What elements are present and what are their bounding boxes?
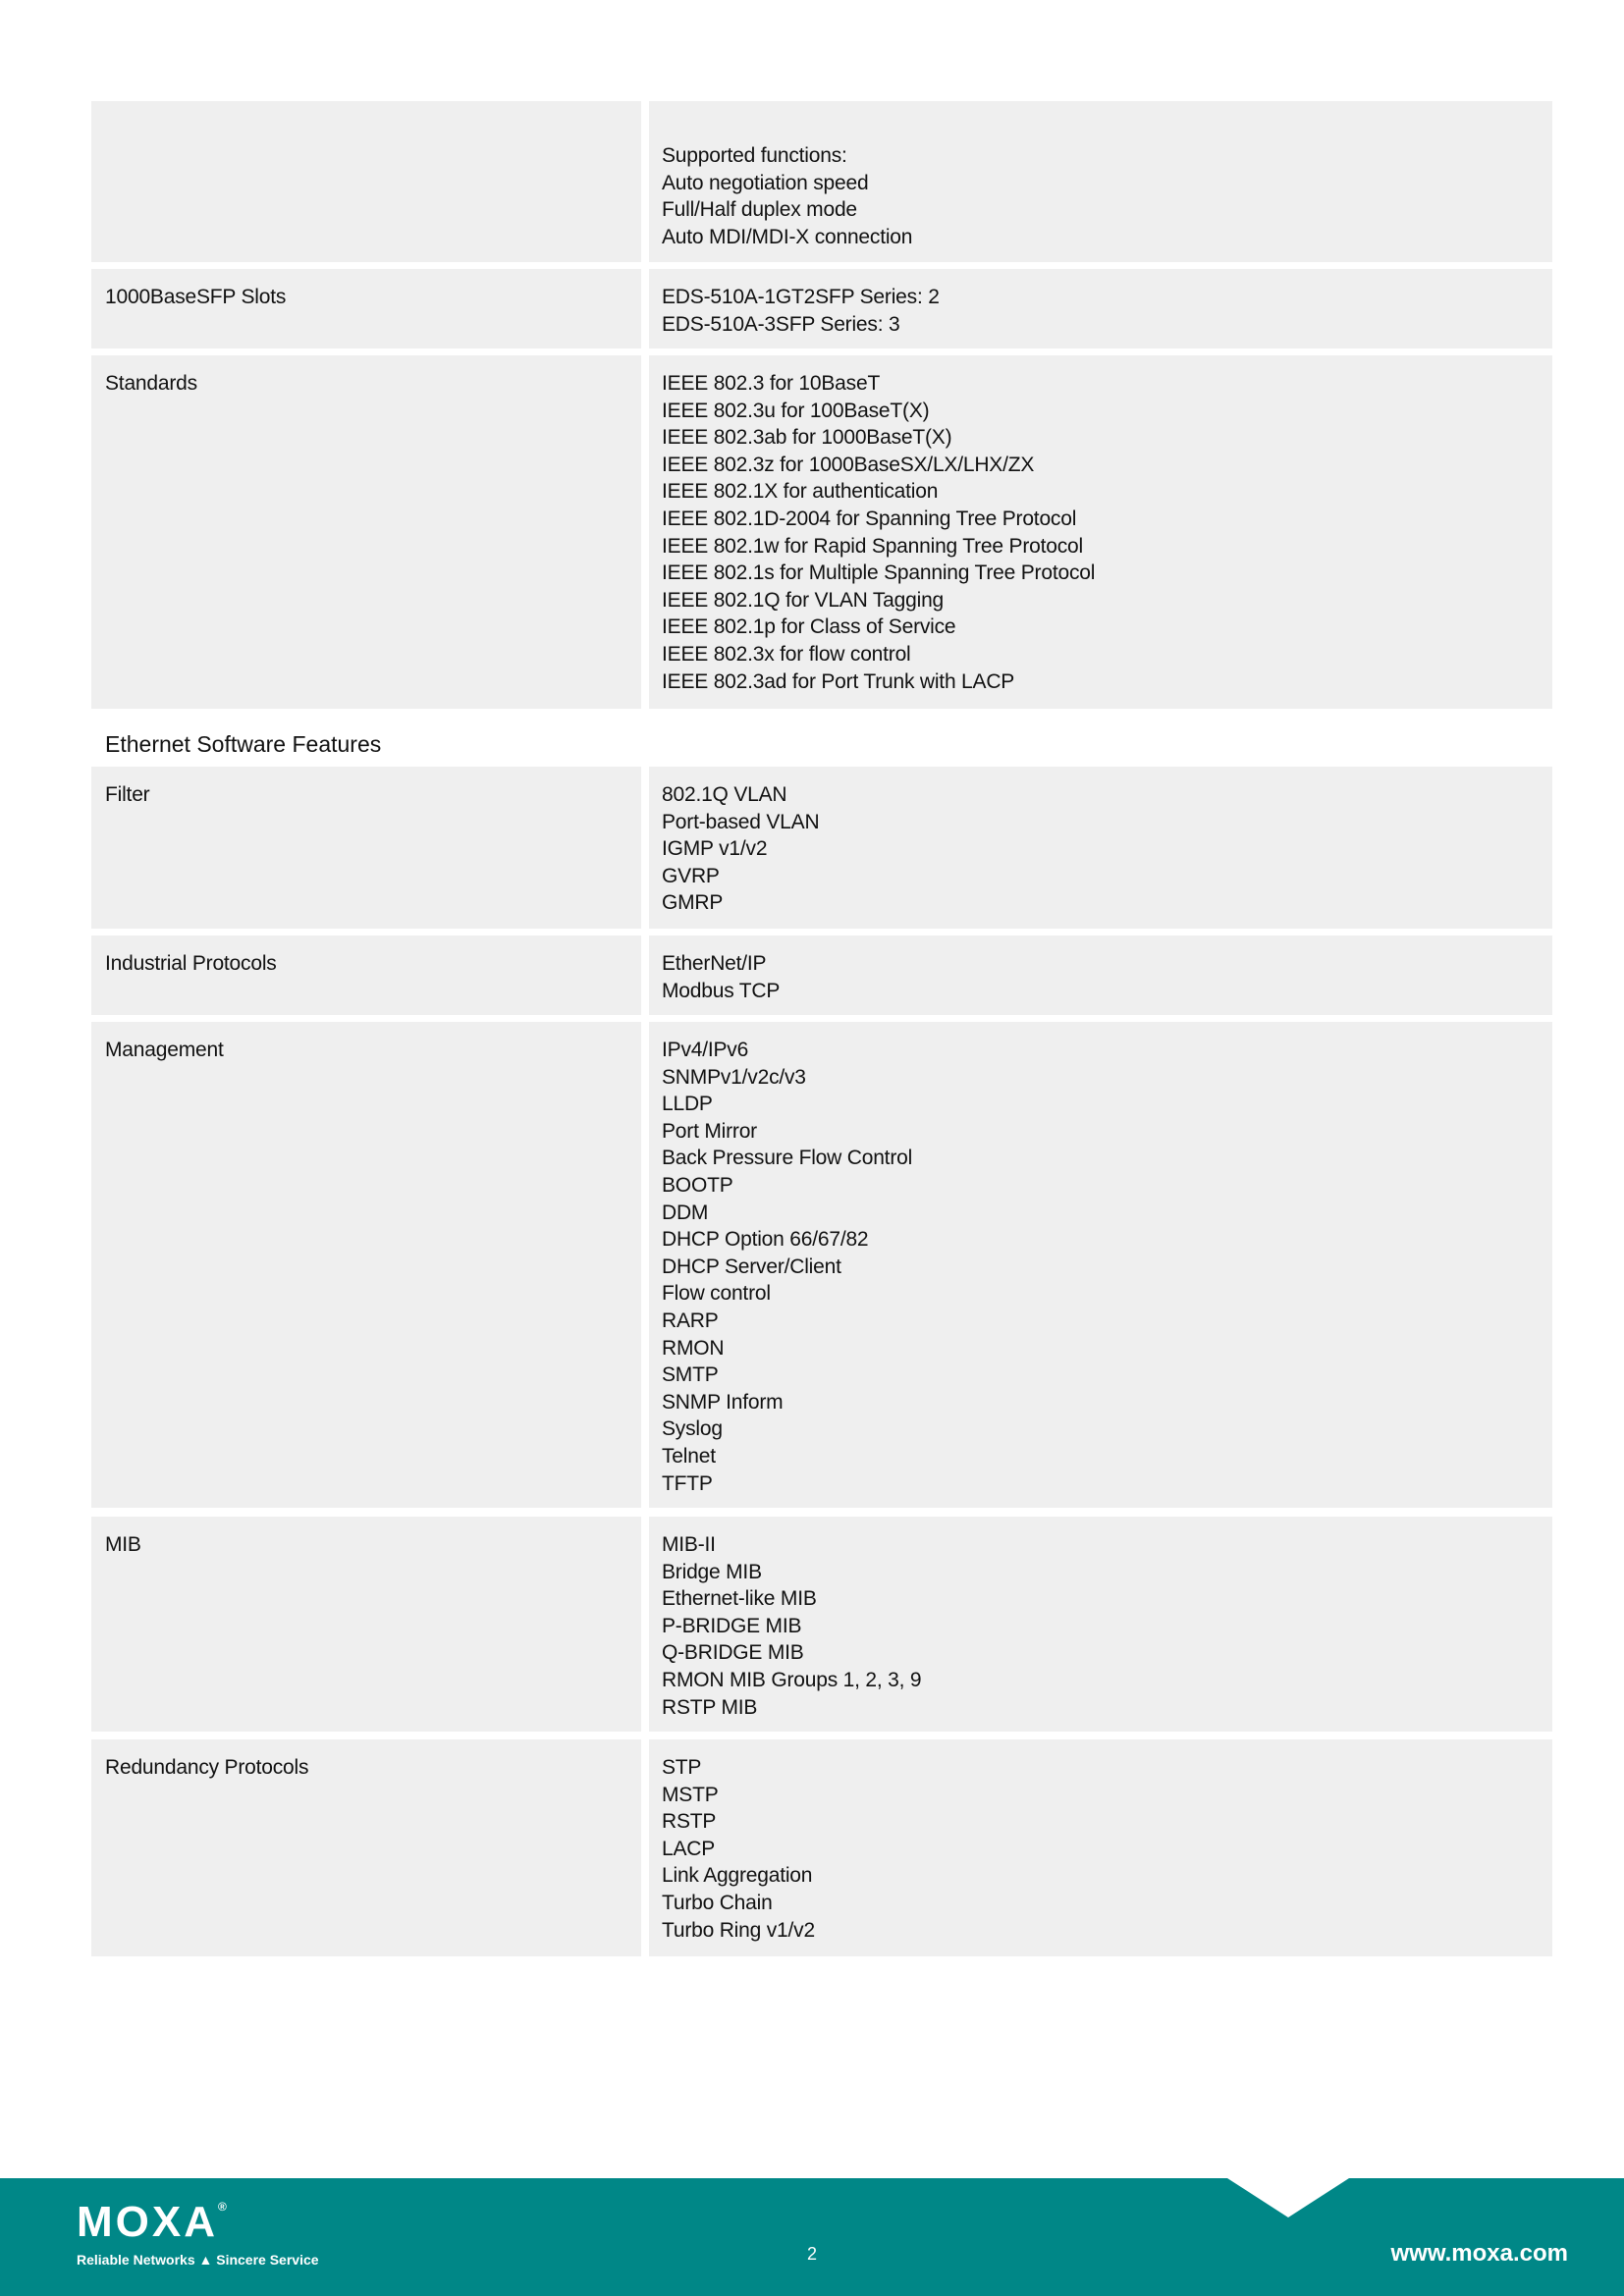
value-line: Bridge MIB <box>662 1560 762 1583</box>
value-line: Port-based VLAN <box>662 810 820 833</box>
value-line: MIB-II <box>662 1533 716 1556</box>
row-label-cell <box>91 1517 641 1732</box>
value-line: BOOTP <box>662 1173 733 1197</box>
value-line: DDM <box>662 1201 709 1224</box>
row-value-cell <box>649 269 1552 348</box>
value-line: 802.1Q VLAN <box>662 783 787 806</box>
value-line: SNMPv1/v2c/v3 <box>662 1065 806 1089</box>
row-value-cell <box>649 101 1552 262</box>
value-line: Turbo Ring v1/v2 <box>662 1918 815 1942</box>
value-line: MSTP <box>662 1783 719 1806</box>
row-label: Standards <box>105 372 197 395</box>
value-line: IGMP v1/v2 <box>662 837 768 861</box>
value-line: EDS-510A-1GT2SFP Series: 2 <box>662 286 940 308</box>
section-heading: Ethernet Software Features <box>105 731 382 757</box>
value-line: SNMP Inform <box>662 1390 784 1414</box>
value-line: Supported functions: <box>662 144 847 167</box>
row-label-cell <box>91 935 641 1015</box>
value-line: IEEE 802.3 for 10BaseT <box>662 372 881 395</box>
value-line: Auto MDI/MDI-X connection <box>662 225 913 248</box>
row-label-cell <box>91 101 641 262</box>
value-line: STP <box>662 1756 702 1779</box>
value-line: IEEE 802.1D-2004 for Spanning Tree Protocol <box>662 507 1077 530</box>
row-value-cell <box>649 767 1552 929</box>
logo-text: MOXA <box>77 2198 218 2246</box>
row-label: 1000BaseSFP Slots <box>105 286 287 308</box>
value-line: RSTP MIB <box>662 1695 758 1719</box>
value-line: LLDP <box>662 1093 713 1116</box>
value-line: IEEE 802.3u for 100BaseT(X) <box>662 399 930 422</box>
value-line: EDS-510A-3SFP Series: 3 <box>662 312 900 336</box>
value-line: DHCP Option 66/67/82 <box>662 1228 869 1252</box>
row-label: Industrial Protocols <box>105 952 277 975</box>
value-line: IEEE 802.3z for 1000BaseSX/LX/LHX/ZX <box>662 453 1035 476</box>
value-line: Port Mirror <box>662 1119 757 1143</box>
value-line: GVRP <box>662 864 720 887</box>
value-line: IEEE 802.1Q for VLAN Tagging <box>662 588 945 612</box>
value-line: Telnet <box>662 1444 716 1468</box>
value-line: P-BRIDGE MIB <box>662 1614 802 1637</box>
value-line: Link Aggregation <box>662 1864 813 1888</box>
value-line: GMRP <box>662 891 724 915</box>
value-line: IEEE 802.3ad for Port Trunk with LACP <box>662 669 1015 693</box>
footer-notch <box>1227 2178 1349 2217</box>
row-label: Filter <box>105 783 150 806</box>
value-line: TFTP <box>662 1471 713 1495</box>
row-value-cell <box>649 1022 1552 1508</box>
page-number: 2 <box>807 2244 818 2264</box>
value-line: IEEE 802.1w for Rapid Spanning Tree Protocol <box>662 534 1083 558</box>
value-line: DHCP Server/Client <box>662 1255 841 1278</box>
value-line: Back Pressure Flow Control <box>662 1147 913 1170</box>
value-line: RMON <box>662 1336 725 1360</box>
value-line: IEEE 802.3x for flow control <box>662 642 911 666</box>
row-label-cell <box>91 1739 641 1956</box>
value-line: LACP <box>662 1837 716 1860</box>
logo-tagline: Reliable Networks ▲ Sincere Service <box>77 2252 319 2268</box>
value-line: IEEE 802.1s for Multiple Spanning Tree Protocol <box>662 561 1096 585</box>
value-line: Modbus TCP <box>662 979 781 1002</box>
row-label: Redundancy Protocols <box>105 1756 309 1779</box>
row-label-cell <box>91 767 641 929</box>
value-line: Auto negotiation speed <box>662 171 869 194</box>
row-value-cell <box>649 355 1552 709</box>
value-line: RARP <box>662 1308 719 1332</box>
row-value-cell <box>649 935 1552 1015</box>
row-label-cell <box>91 269 641 348</box>
value-line: Q-BRIDGE MIB <box>662 1641 804 1665</box>
row-value-cell <box>649 1517 1552 1732</box>
website-link[interactable]: www.moxa.com <box>1390 2240 1568 2267</box>
value-line: Full/Half duplex mode <box>662 198 857 222</box>
row-label: MIB <box>105 1533 141 1556</box>
row-value-cell <box>649 1739 1552 1956</box>
value-line: RSTP <box>662 1810 717 1834</box>
value-line: Ethernet-like MIB <box>662 1587 817 1611</box>
footer <box>0 2178 1624 2296</box>
value-line: IEEE 802.1X for authentication <box>662 480 939 504</box>
value-line: Flow control <box>662 1282 771 1306</box>
value-line: SMTP <box>662 1363 719 1387</box>
value-line: RMON MIB Groups 1, 2, 3, 9 <box>662 1668 922 1691</box>
row-label-cell <box>91 1022 641 1508</box>
value-line: IEEE 802.1p for Class of Service <box>662 615 956 639</box>
moxa-logo <box>77 2198 227 2246</box>
value-line: IPv4/IPv6 <box>662 1039 749 1061</box>
value-line: IEEE 802.3ab for 1000BaseT(X) <box>662 426 952 450</box>
value-line: Syslog <box>662 1417 723 1441</box>
value-line: EtherNet/IP <box>662 952 767 975</box>
value-line: Turbo Chain <box>662 1891 773 1914</box>
registered-mark: ® <box>218 2200 227 2214</box>
row-label-cell <box>91 355 641 709</box>
row-label: Management <box>105 1039 224 1061</box>
